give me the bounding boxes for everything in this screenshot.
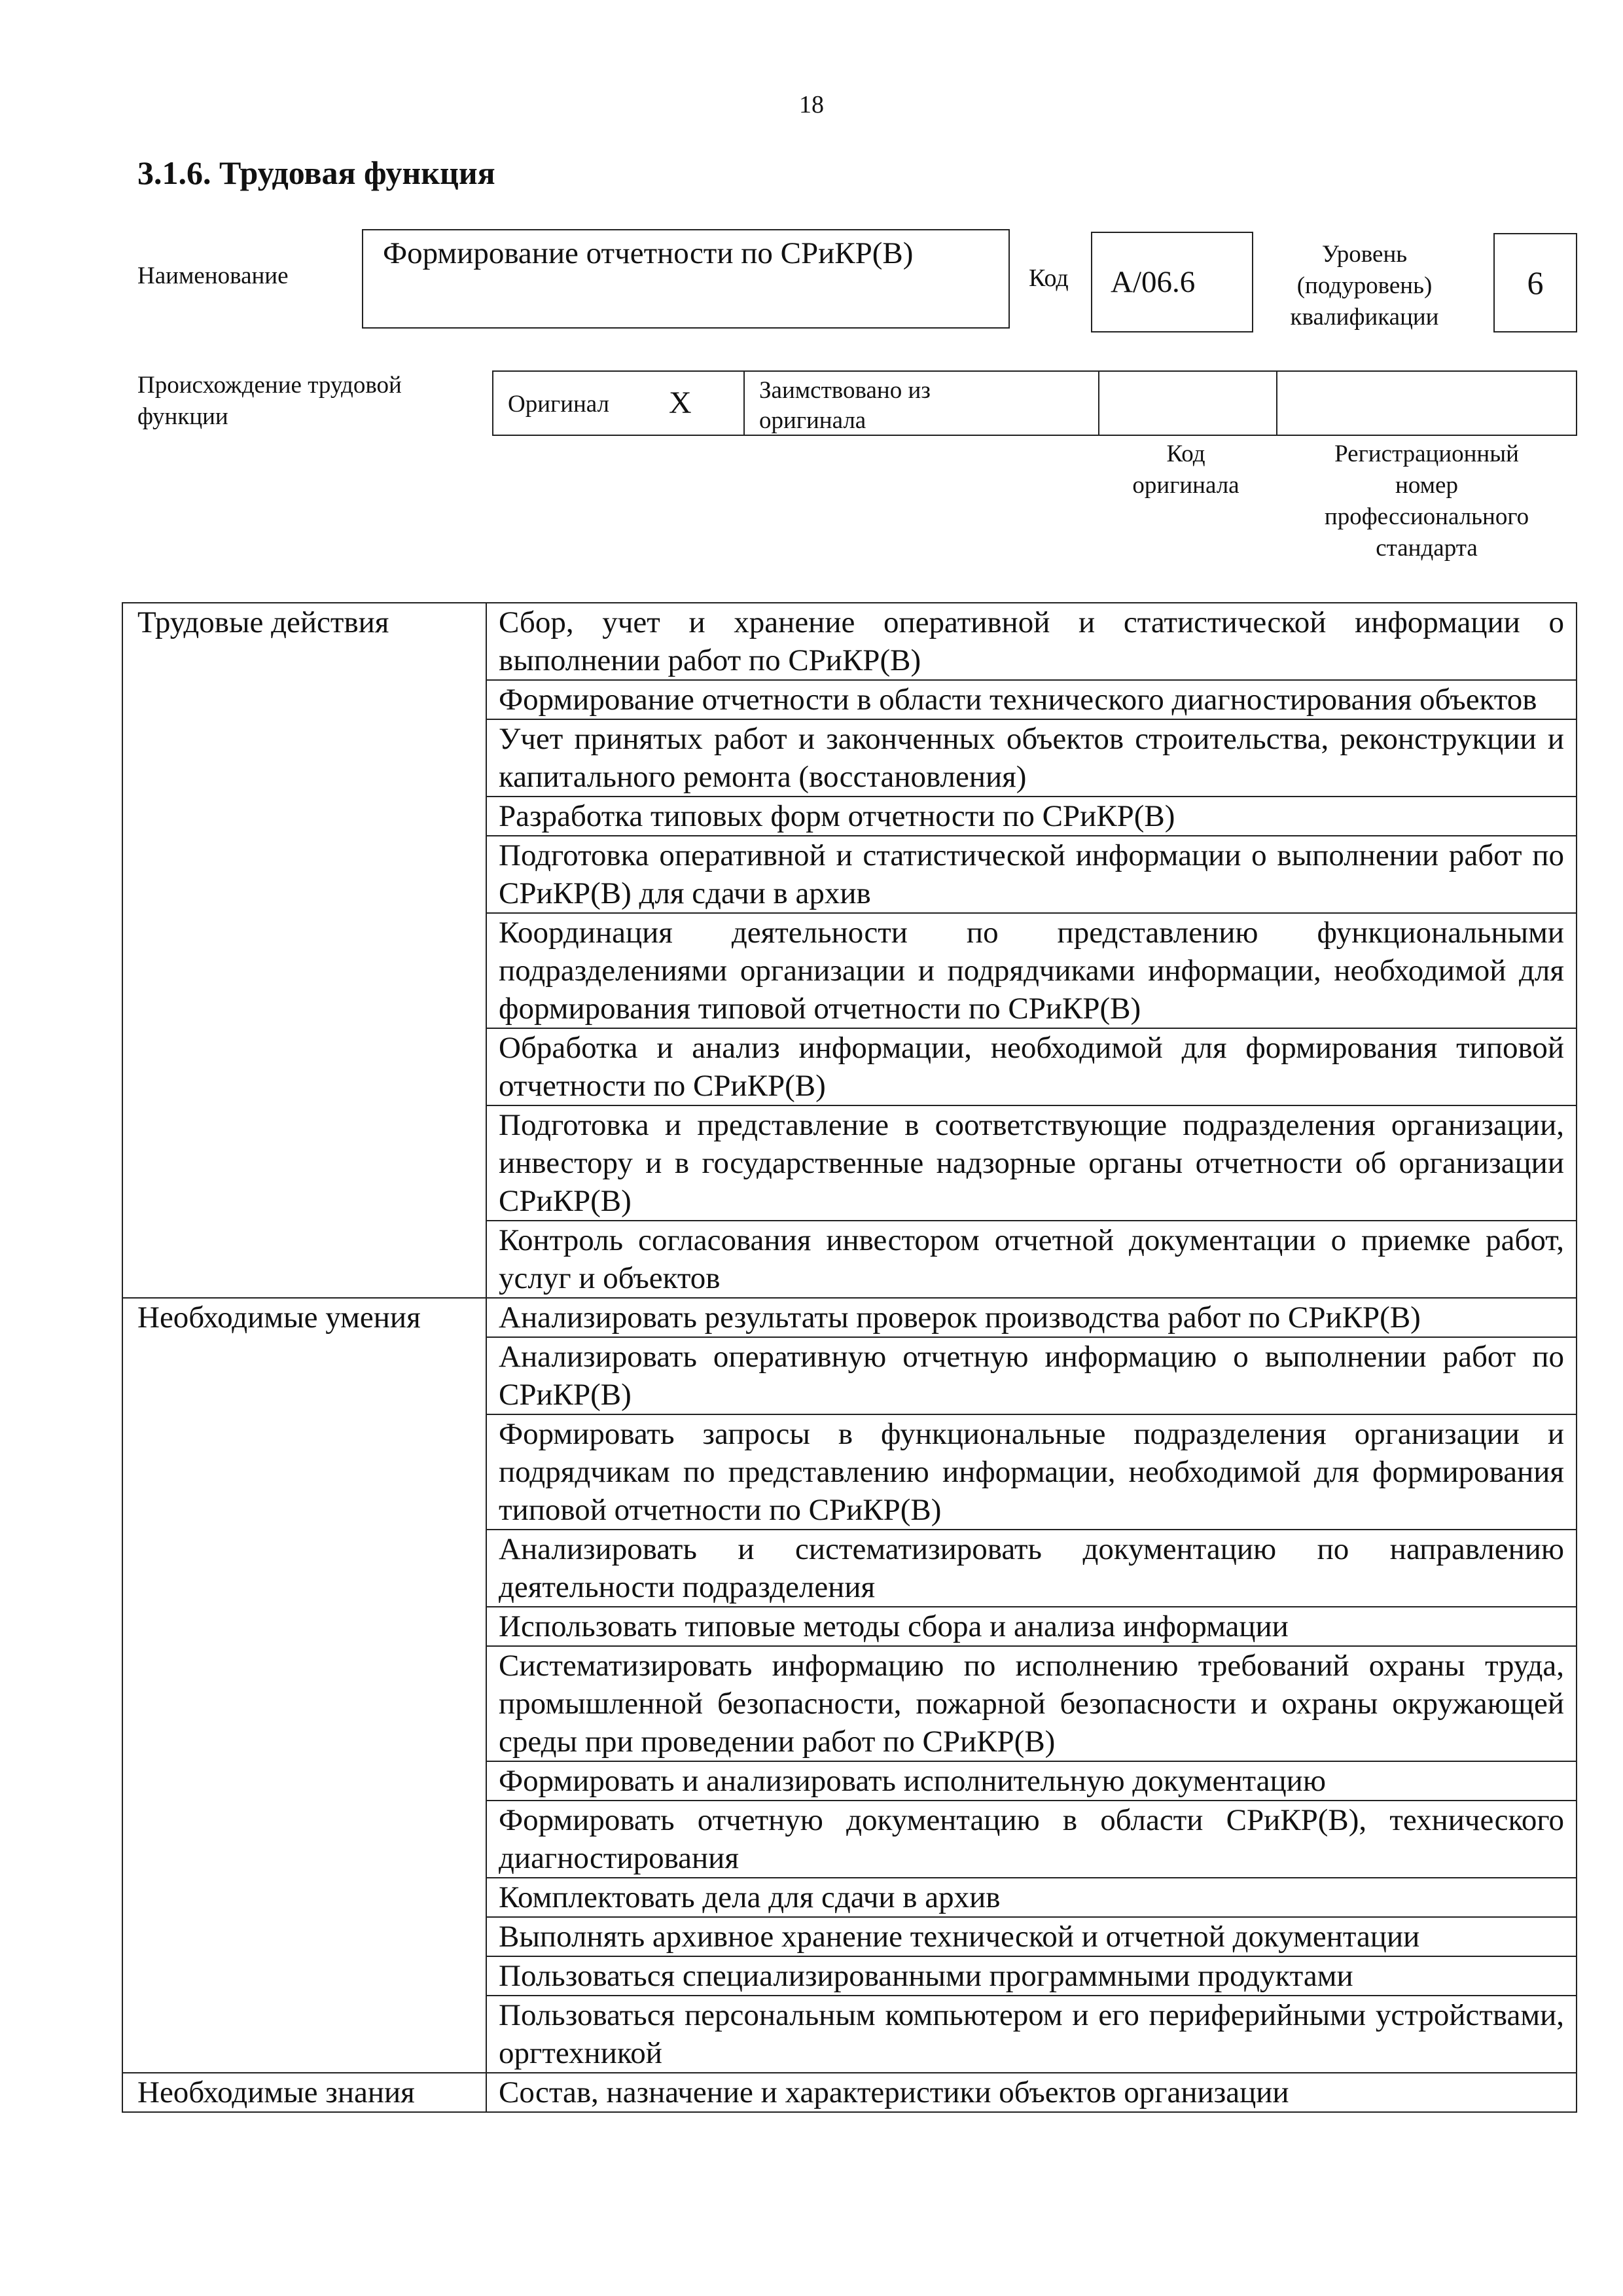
origin-borrowed-cell [745,372,1099,435]
origin-original-cell [493,372,745,435]
item-cell: Анализировать результаты проверок производства работ по СРиКР(В) [486,1298,1577,1337]
item-cell: Координация деятельности по представлению функциональными подразделениями организации и подрядчиками информации, необходимой для формирования типовой отчетности по СРиКР(В) [486,913,1577,1028]
level-label-line: Уровень [1321,241,1408,268]
reg-number-line: стандарта [1376,535,1478,562]
origin-borrowed-line: Заимствовано из [759,377,931,404]
name-field: Формирование отчетности по СРиКР(В) [362,229,1010,329]
section-heading: 3.1.6. Трудовая функция [137,154,495,191]
code-original-label [1097,439,1274,501]
item-cell: Формирование отчетности в области технического диагностирования объектов [486,680,1577,719]
level-label [1260,239,1469,333]
item-cell: Пользоваться персональным компьютером и его периферийными устройствами, оргтехникой [486,1996,1577,2073]
origin-reg-number-cell [1277,372,1576,435]
reg-number-line: профессионального [1324,503,1529,530]
code-label: Код [1029,264,1069,292]
item-cell: Контроль согласования инвестором отчетной документации о приемке работ, услуг и объектов [486,1221,1577,1298]
reg-number-line: номер [1395,472,1458,499]
reg-number-line: Регистрационный [1334,440,1519,467]
item-cell: Подготовка и представление в соответствующие подразделения организации, инвестору и в государственные надзорные органы отчетности об организации СРиКР(В) [486,1105,1577,1221]
item-cell: Использовать типовые методы сбора и анализа информации [486,1607,1577,1646]
level-field: 6 [1493,233,1577,332]
item-cell: Состав, назначение и характеристики объектов организации [486,2073,1577,2112]
table-row [122,603,1577,680]
origin-label-line: Происхождение трудовой [137,372,402,399]
category-cell: Необходимые знания [122,2073,486,2112]
code-original-line: оригинала [1132,472,1240,499]
origin-original-mark: X [669,386,692,420]
item-cell: Пользоваться специализированными программными продуктами [486,1956,1577,1996]
page-number: 18 [799,91,824,118]
origin-label-line: функции [137,403,228,430]
item-cell: Подготовка оперативной и статистической информации о выполнении работ по СРиКР(В) для сдачи в архив [486,836,1577,913]
competency-table [122,602,1577,2113]
origin-label [137,370,465,433]
item-cell: Формировать и анализировать исполнительную документацию [486,1761,1577,1801]
item-cell: Анализировать оперативную отчетную информацию о выполнении работ по СРиКР(В) [486,1337,1577,1414]
origin-original-label: Оригинал [508,391,610,418]
origin-borrowed-line: оригинала [759,407,866,434]
table-row [122,1298,1577,1337]
item-cell: Формировать запросы в функциональные подразделения организации и подрядчикам по представлению информации, необходимой для формирования типовой отчетности по СРиКР(В) [486,1414,1577,1530]
reg-number-label [1276,439,1577,564]
item-cell: Анализировать и систематизировать документацию по направлению деятельности подразделения [486,1530,1577,1607]
item-cell: Разработка типовых форм отчетности по СРиКР(В) [486,797,1577,836]
item-cell: Комплектовать дела для сдачи в архив [486,1878,1577,1917]
item-cell: Выполнять архивное хранение технической и отчетной документации [486,1917,1577,1956]
item-cell: Формировать отчетную документацию в области СРиКР(В), технического диагностирования [486,1801,1577,1878]
category-cell: Необходимые умения [122,1298,486,2073]
item-cell: Обработка и анализ информации, необходимой для формирования типовой отчетности по СРиКР(В) [486,1028,1577,1105]
level-label-line: квалификации [1290,304,1439,331]
code-field: A/06.6 [1091,232,1253,332]
item-cell: Сбор, учет и хранение оперативной и статистической информации о выполнении работ по СРиКР(В) [486,603,1577,680]
name-label: Наименование [137,262,289,289]
origin-code-cell [1099,372,1277,435]
level-label-line: (подуровень) [1296,272,1433,299]
item-cell: Систематизировать информацию по исполнению требований охраны труда, промышленной безопасности, пожарной безопасности и охраны окружающей среды при проведении работ по СРиКР(В) [486,1646,1577,1761]
code-original-line: Код [1166,440,1205,467]
table-row [122,2073,1577,2112]
item-cell: Учет принятых работ и законченных объектов строительства, реконструкции и капитального ремонта (восстановления) [486,719,1577,797]
category-cell: Трудовые действия [122,603,486,1298]
origin-table [492,370,1577,436]
